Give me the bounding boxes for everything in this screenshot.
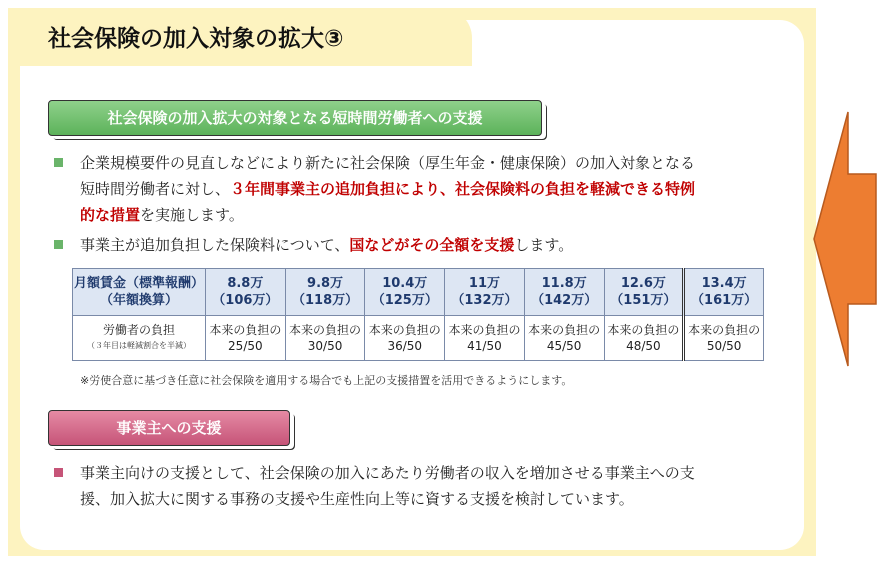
burden-ratio: 45/50 <box>546 339 582 353</box>
arrow-shape <box>814 112 876 366</box>
pink-square-bullet-icon <box>54 468 63 477</box>
burden-note: 本来の負担の <box>289 323 362 337</box>
bullet1-line2-emphasis: ３年間事業主の追加負担により、社会保険料の負担を軽減できる特例 <box>230 180 696 198</box>
burden-cell-7 <box>684 316 764 361</box>
green-square-bullet-icon <box>54 240 63 249</box>
table-footnote: ※労使合意に基づき任意に社会保険を適用する場合でも上記の支援措置を活用できるようにします。 <box>80 374 573 387</box>
bullet2-plain-a: 事業主が追加負担した保険料について、 <box>80 236 350 254</box>
burden-note: 本来の負担の <box>209 323 282 337</box>
bullet3-line1: 事業主向けの支援として、社会保険の加入にあたり労働者の収入を増加させる事業主への支 <box>80 464 695 482</box>
monthly-wage: 11.8万 <box>541 276 587 291</box>
header-cell-2 <box>285 269 365 316</box>
green-square-bullet-icon <box>54 158 63 167</box>
burden-cell-3 <box>365 316 445 361</box>
bullet2-emphasis: 国などがその全額を支援 <box>349 236 515 254</box>
monthly-wage: 8.8万 <box>227 276 264 291</box>
table-header-row <box>73 269 764 316</box>
burden-ratio: 50/50 <box>706 339 742 353</box>
slide-title: 社会保険の加入対象の拡大③ <box>48 26 344 52</box>
section-heading-worker-support: 社会保険の加入拡大の対象となる短時間労働者への支援 <box>48 100 542 136</box>
header-cell-6 <box>604 269 684 316</box>
annual-wage: （118万） <box>291 293 359 308</box>
header-cell-3 <box>365 269 445 316</box>
header-cell-1 <box>206 269 286 316</box>
header-label-cell <box>73 269 206 316</box>
left-arrow-icon <box>812 110 878 368</box>
section-heading-employer-support: 事業主への支援 <box>48 410 290 446</box>
annual-wage: （132万） <box>451 293 518 308</box>
annual-wage: （106万） <box>212 293 279 308</box>
burden-note: 本来の負担の <box>368 323 441 337</box>
burden-cell-6 <box>604 316 684 361</box>
burden-note: 本来の負担の <box>688 323 761 337</box>
wage-burden-table <box>72 268 764 361</box>
burden-cell-4 <box>445 316 525 361</box>
burden-ratio: 30/50 <box>307 339 343 353</box>
bullet2-plain-b: します。 <box>514 236 574 254</box>
bullet1-line3-plain: を実施します。 <box>140 206 244 224</box>
burden-note: 本来の負担の <box>448 323 521 337</box>
annual-wage: （125万） <box>371 293 438 308</box>
burden-ratio: 41/50 <box>467 339 502 353</box>
header-cell-7 <box>684 269 764 316</box>
monthly-wage: 10.4万 <box>382 276 428 291</box>
bullet1-line2-plain: 短時間労働者に対し、 <box>80 180 231 198</box>
burden-note: 本来の負担の <box>528 323 601 337</box>
monthly-wage: 11万 <box>468 276 500 291</box>
row-label-line1: 労働者の負担 <box>102 323 175 337</box>
bullet1-line3 <box>80 202 244 228</box>
burden-ratio: 36/50 <box>387 339 423 353</box>
burden-ratio: 25/50 <box>228 339 263 353</box>
burden-cell-1 <box>206 316 286 361</box>
bullet3-line2: 援、加入拡大に関する事務の支援や生産性向上等に資する支援を検討しています。 <box>80 490 634 508</box>
monthly-wage: 13.4万 <box>701 276 747 291</box>
bullet1-line2 <box>80 176 695 202</box>
monthly-wage: 12.6万 <box>620 276 666 291</box>
header-cell-4 <box>445 269 525 316</box>
table-burden-row <box>73 316 764 361</box>
burden-ratio: 48/50 <box>626 339 661 353</box>
bullet2-text <box>80 232 573 258</box>
bullet1-line3-emphasis: 的な措置 <box>80 206 141 224</box>
row-label-cell <box>73 316 206 361</box>
header-cell-5 <box>524 269 604 316</box>
annual-wage: （151万） <box>610 293 677 308</box>
burden-note: 本来の負担の <box>607 323 680 337</box>
burden-cell-5 <box>524 316 604 361</box>
header-label-line2: （年額換算） <box>99 293 178 308</box>
title-tab <box>8 8 472 66</box>
bullet1-line1: 企業規模要件の見直しなどにより新たに社会保険（厚生年金・健康保険）の加入対象となる <box>80 154 696 172</box>
burden-cell-2 <box>285 316 365 361</box>
annual-wage: （161万） <box>691 293 758 308</box>
header-label-line1: 月額賃金（標準報酬） <box>73 276 204 291</box>
monthly-wage: 9.8万 <box>307 276 344 291</box>
row-label-line2: （３年目は軽減割合を半減） <box>87 341 191 350</box>
annual-wage: （142万） <box>531 293 598 308</box>
